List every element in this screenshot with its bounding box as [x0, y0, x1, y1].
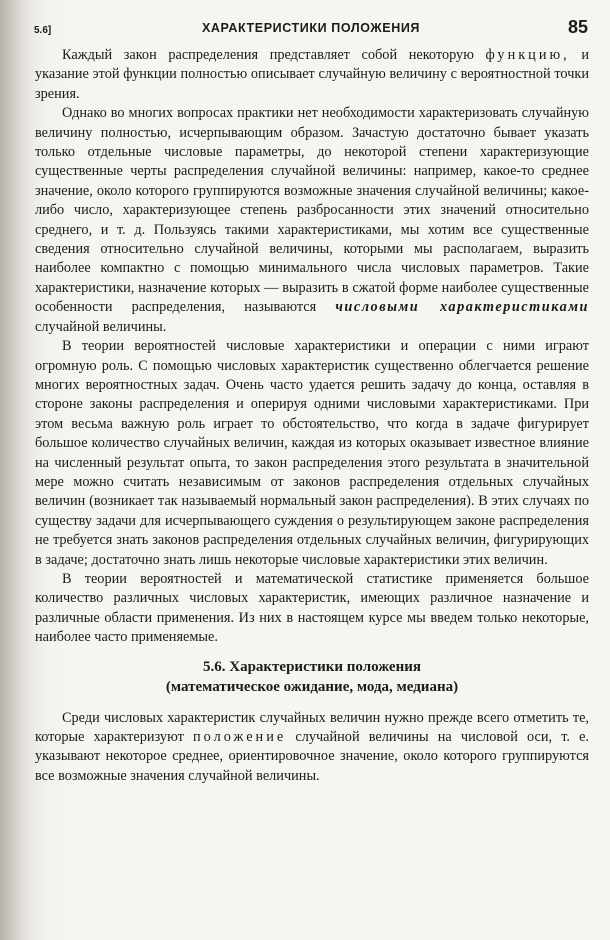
page-header — [34, 17, 588, 39]
paragraph-5: Среди числовых характеристик случайных величин нужно прежде всего отметить те, которые характеризуют положение случайной величины на числовой оси, т. е. указывают некоторое среднее, ориентировочное значение, около которого группируются все возможные значения случайной величины. — [35, 709, 590, 784]
section-reference: 5.6] — [34, 25, 52, 36]
paragraph-1: Каждый закон распределения представляет собой некоторую функцию, и указание этой функции полностью описывает случайную величину с вероятностной точки зрения. — [35, 47, 589, 102]
paragraph-2: Однако во многих вопросах практики нет необходимости характеризовать случайную величину полностью, исчерпывающим образом. Зачастую достаточно бывает указать только отдельные числовые параметры, до некоторой степени характеризующие существенные черты распределения случайной величины: например, какое-то среднее значение, около которого группируются возможные значения случайной величины; какое-либо число, характеризующее степень разбросанности этих значений относительно среднего, и т. д. Пользуясь такими характеристиками, мы хотим все существенные сведения относительно случайной величины, которыми мы располагаем, выразить наиболее компактно с помощью минимального числа числовых параметров. Такие характеристики, назначение которых — выразить в сжатой форме наиболее существенные особенности распределения, называются числовыми характеристиками случайной величины. — [35, 105, 589, 335]
page-body — [35, 46, 589, 786]
emphasized-term: числовыми характеристиками — [335, 299, 589, 316]
section-title-line-1: 5.6. Характеристики положения — [202, 658, 421, 675]
page-gutter-shadow — [0, 0, 34, 940]
paragraph-3: В теории вероятностей числовые характеристики и операции с ними играют огромную роль. С помощью числовых характеристик существенно облегчается решение многих вероятностных задач. Очень часто удается решить задачу до конца, оставляя в стороне законы распределения и оперируя одними числовыми характеристиками. При этом весьма важную роль играет то обстоятельство, что когда в задаче фигурирует большое количество случайных величин, каждая из которых оказывает известное влияние на численный результат опыта, то закон распределения этого результата в значительной мере можно считать независимым от законов распределения отдельных случайных величин (возникает так называемый нормальный закон распределения). В этих случаях по существу задачи для исчерпывающего суждения о результирующем законе распределения не требуется знать законов распределения отдельных случайных величин, фигурирующих в задаче; достаточно знать лишь некоторые числовые характеристики этих величин. — [35, 338, 589, 568]
page-number: 85 — [567, 17, 588, 37]
running-title: ХАРАКТЕРИСТИКИ ПОЛОЖЕНИЯ — [201, 21, 421, 35]
paragraph-4: В теории вероятностей и математической статистике применяется большое количество различных числовых характеристик, имеющих различное назначение и различные области применения. Из них в настоящем курсе мы введем только некоторые, наиболее часто применяемые. — [35, 570, 589, 646]
section-heading — [35, 657, 589, 697]
spaced-term-position: положение — [192, 729, 287, 745]
spaced-term-function: функцию, — [485, 47, 570, 63]
section-title-line-2: (математическое ожидание, мода, медиана) — [165, 678, 459, 695]
